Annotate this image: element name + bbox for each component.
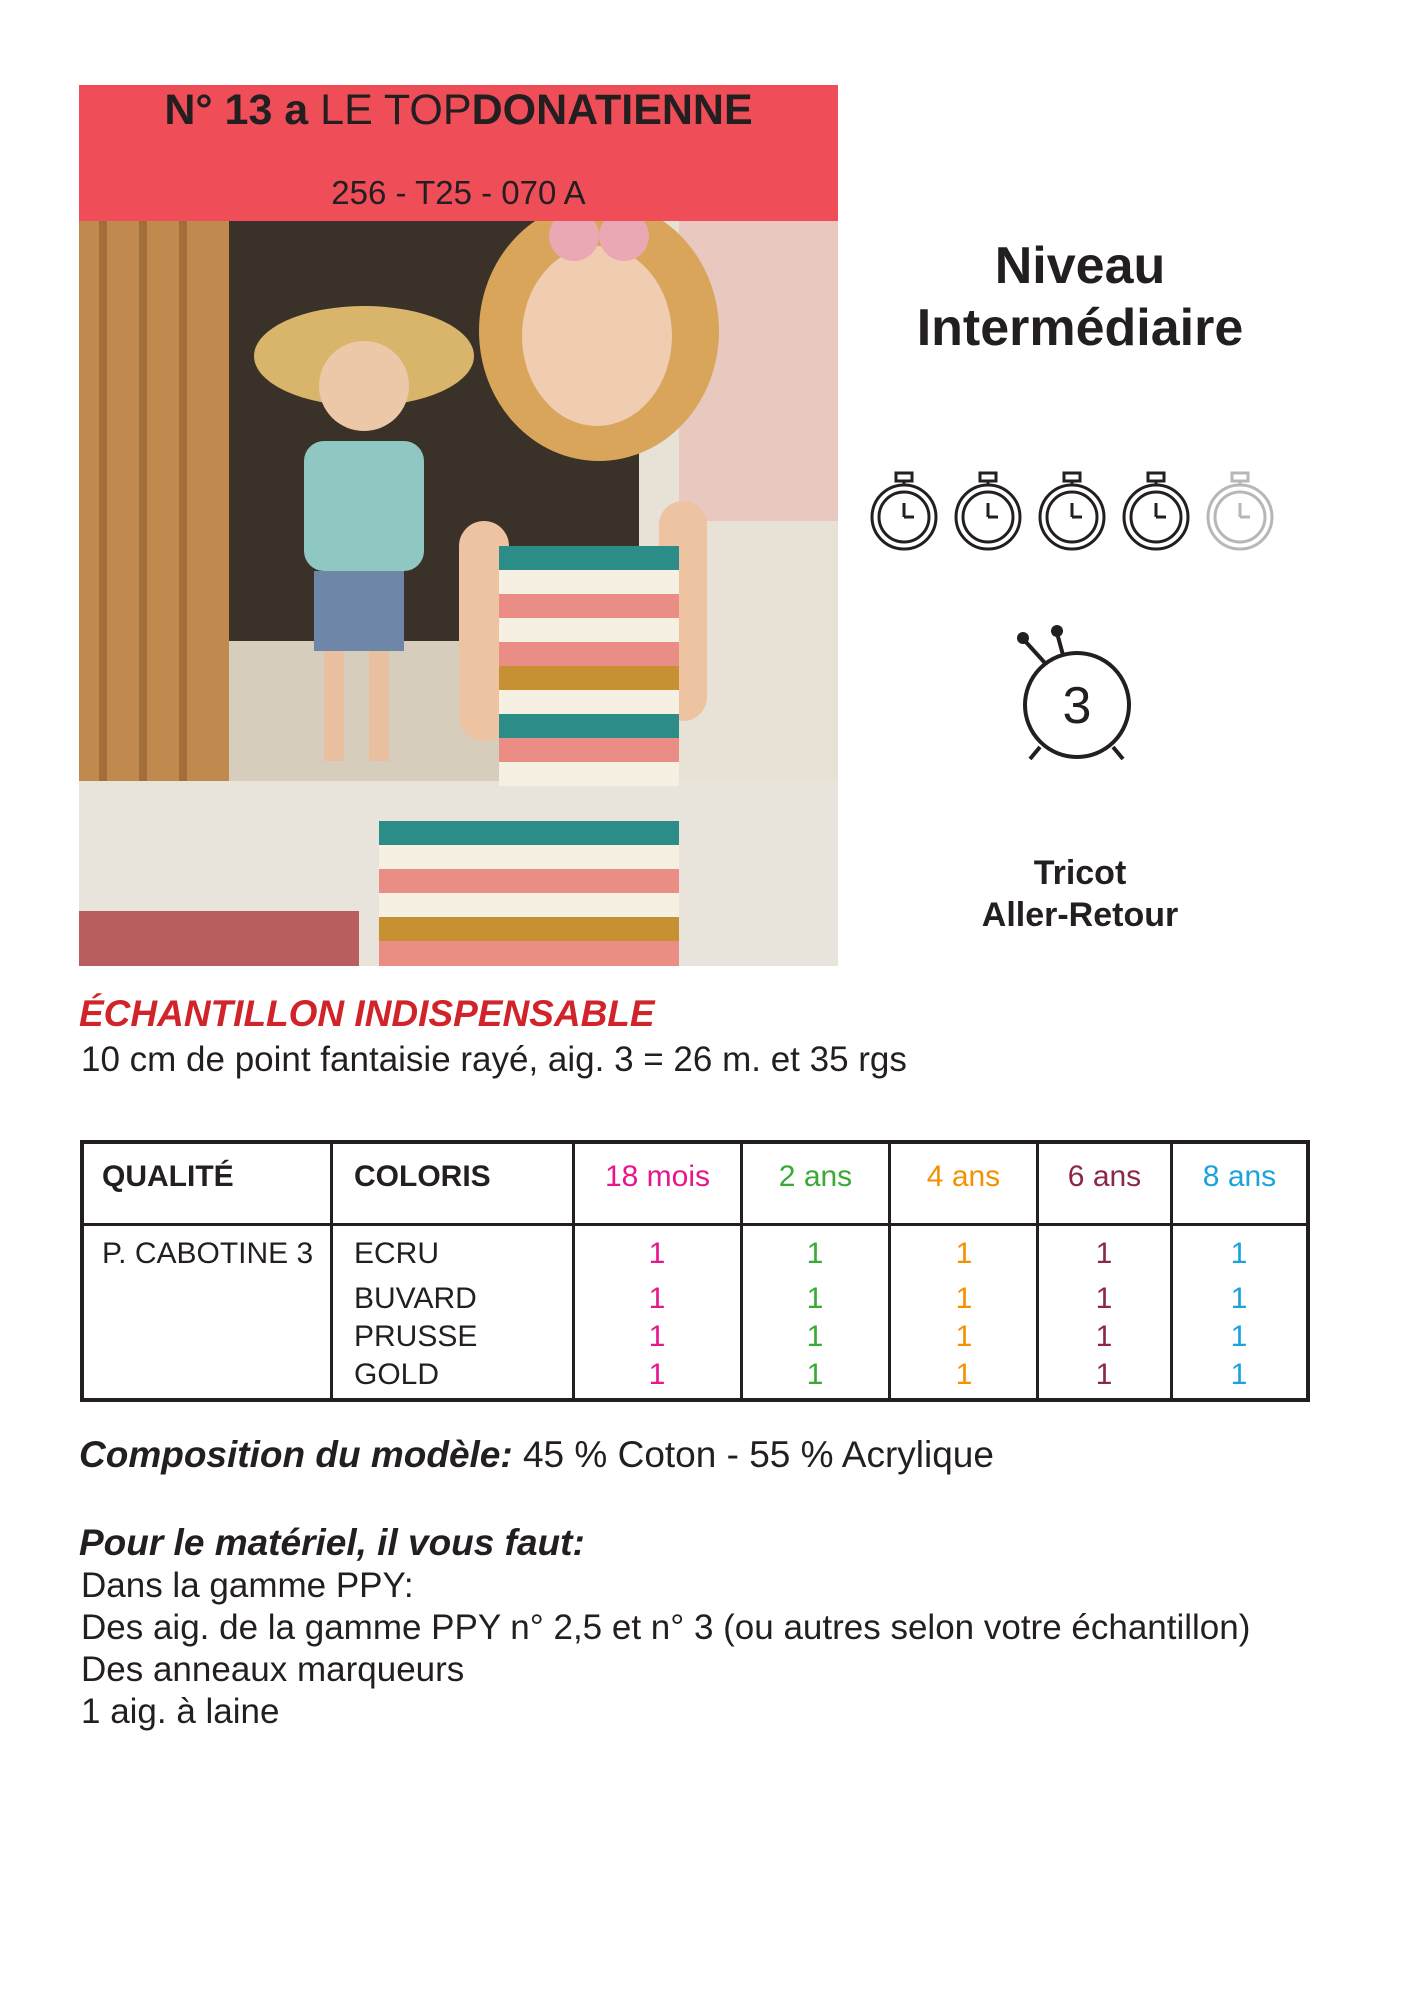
header-size: 18 mois [604, 1160, 711, 1193]
quantity-cell: 1 [1230, 1282, 1248, 1315]
header-size: 6 ans [1067, 1160, 1142, 1193]
needle-size-icon [1005, 625, 1155, 775]
quantity-cell: 1 [1095, 1320, 1113, 1353]
stopwatch-icon-inactive [1208, 473, 1272, 549]
quantity-cell: 1 [1230, 1358, 1248, 1391]
gauge-title: ÉCHANTILLON INDISPENSABLE [79, 993, 655, 1034]
material-line: Dans la gamme PPY: [81, 1566, 414, 1605]
pattern-reference: 256 - T25 - 070 A [331, 174, 586, 211]
header-colors: COLORIS [354, 1160, 491, 1193]
color-name: GOLD [354, 1358, 440, 1391]
color-name: PRUSSE [354, 1320, 478, 1353]
photo-children-striped-top [79, 221, 838, 966]
composition-value: 45 % Coton - 55 % Acrylique [522, 1434, 994, 1475]
svg-text:3: 3 [1062, 677, 1092, 735]
yarn-table [80, 1140, 1310, 1402]
header-size: 2 ans [778, 1160, 853, 1193]
quantity-cell: 1 [955, 1320, 973, 1353]
quantity-cell: 1 [806, 1237, 824, 1270]
quantity-cell: 1 [648, 1282, 666, 1315]
title-banner [79, 85, 838, 221]
quantity-cell: 1 [1095, 1282, 1113, 1315]
stopwatch-icon [1124, 473, 1188, 549]
material-title: Pour le matériel, il vous faut: [79, 1522, 585, 1563]
quantity-cell: 1 [1230, 1320, 1248, 1353]
material-line: 1 aig. à laine [81, 1692, 280, 1731]
material-line: Des anneaux marqueurs [81, 1650, 465, 1689]
color-name: ECRU [354, 1237, 440, 1270]
quantity-cell: 1 [806, 1358, 824, 1391]
quantity-cell: 1 [1095, 1237, 1113, 1270]
quantity-cell: 1 [648, 1237, 666, 1270]
quantity-cell: 1 [806, 1320, 824, 1353]
header-size: 4 ans [926, 1160, 1001, 1193]
quantity-cell: 1 [1095, 1358, 1113, 1391]
stopwatch-icon [1040, 473, 1104, 549]
pattern-title: N° 13 a LE TOPDONATIENNE [164, 86, 753, 134]
difficulty-timers [866, 467, 1286, 557]
quantity-cell: 1 [955, 1237, 973, 1270]
composition-label: Composition du modèle: [79, 1434, 513, 1475]
color-name: BUVARD [354, 1282, 477, 1315]
knitting-technique: Tricot Aller-Retour [981, 854, 1179, 934]
header-size: 8 ans [1202, 1160, 1277, 1193]
gauge-text: 10 cm de point fantaisie rayé, aig. 3 = 26 m. et 35 rgs [81, 1040, 907, 1079]
stopwatch-icon [956, 473, 1020, 549]
quantity-cell: 1 [648, 1358, 666, 1391]
quantity-cell: 1 [955, 1358, 973, 1391]
quantity-cell: 1 [648, 1320, 666, 1353]
material-line: Des aig. de la gamme PPY n° 2,5 et n° 3 (ou autres selon votre échantillon) [81, 1608, 1251, 1647]
header-quality: QUALITÉ [102, 1160, 234, 1193]
yarn-quality: P. CABOTINE 3 [102, 1237, 314, 1270]
stopwatch-icon [872, 473, 936, 549]
composition [79, 1434, 994, 1476]
difficulty-level: Niveau Intermédiaire [916, 237, 1244, 357]
quantity-cell: 1 [1230, 1237, 1248, 1270]
quantity-cell: 1 [955, 1282, 973, 1315]
quantity-cell: 1 [806, 1282, 824, 1315]
